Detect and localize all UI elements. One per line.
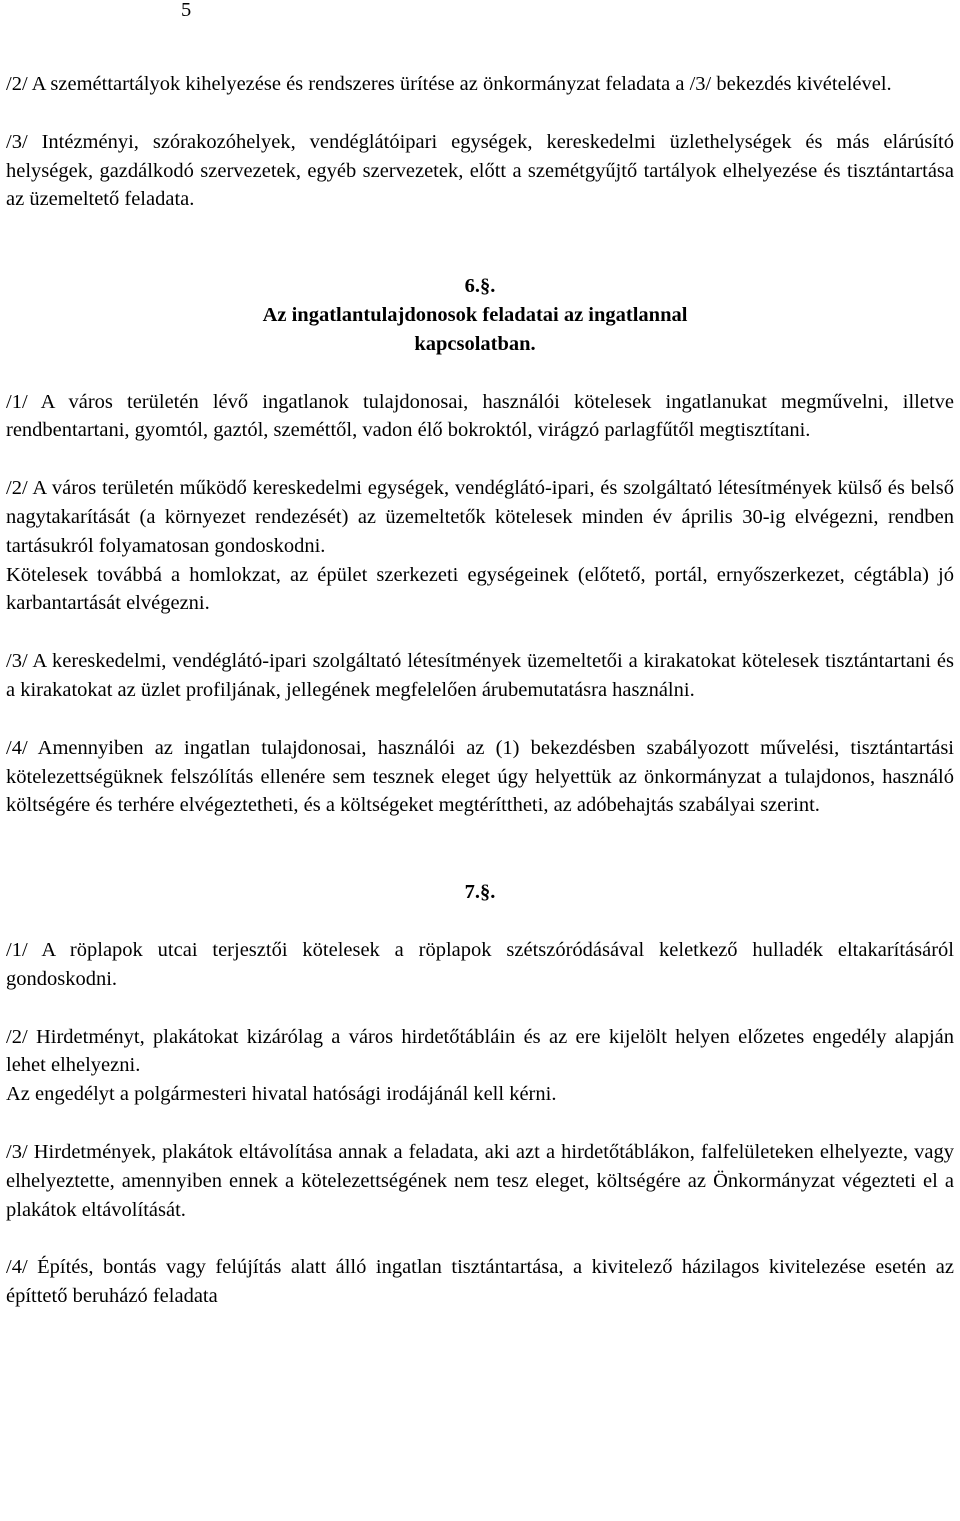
paragraph: /4/ Amennyiben az ingatlan tulajdonosai, használói az (1) bekezdésben szabályozott művelési, tisztántartási kötelezettségüknek felszólítás ellenére sem tesznek eleget úgy helyettük az önkormányzat a tulajdonos, használó költségére és terhére elvégeztetheti, és a költségeket megtéríttheti, az adóbehajtás szabályai szerint. — [6, 736, 954, 817]
section-title: Az ingatlantulajdonosok feladatai az ingatlannal kapcsolatban. — [262, 303, 688, 355]
paragraph: /3/ A kereskedelmi, vendéglátó-ipari szolgáltató létesítmények üzemeltetői a kirakatokat kötelesek tisztántartani és a kirakatokat az üzlet profiljának, jellegének megfelelően árubemutatásra használni. — [6, 650, 954, 701]
paragraph: /3/ Hirdetmények, plakátok eltávolítása annak a feladata, aki azt a hirdetőtáblákon, falfelületeken elhelyezte, vagy elhelyeztette, amennyiben ennek a kötelezettségének nem tesz eleget, költségére az Önkormányzat végezteti el a plakátok eltávolítását. — [6, 1140, 954, 1221]
paragraph: /3/ Intézményi, szórakozóhelyek, vendéglátóipari egységek, kereskedelmi üzlethelységek és más elárúsító helységek, gazdálkodó szervezetek, egyéb szervezetek, előtt a szemétgyűjtő tartályok elhelyezése és tisztántartása az üzemeltető feladata. — [6, 130, 954, 211]
document-body — [6, 70, 954, 1311]
paragraph: Kötelesek továbbá a homlokzat, az épület szerkezeti egységeinek (előtető, portál, ernyőszerkezet, cégtábla) jó karbantartását elvégezni. — [6, 563, 954, 615]
paragraph: Az engedélyt a polgármesteri hivatal hatósági irodájánál kell kérni. — [6, 1083, 557, 1106]
paragraph: /2/ A szeméttartályok kihelyezése és rendszeres ürítése az önkormányzat feladata a /3/ bekezdés kivételével. — [6, 73, 892, 95]
section-number: 6.§. — [464, 275, 496, 298]
paragraph: /1/ A város területén lévő ingatlanok tulajdonosai, használói kötelesek ingatlanukat megművelni, illetve rendbentartani, gyomtól, gaztól, szeméttől, vadon élő bokroktól, virágzó parlagfűtől megtisztítani. — [6, 390, 954, 442]
paragraph: /1/ A röplapok utcai terjesztői kötelesek a röplapok szétszóródásával keletkező hulladék eltakarításáról gondoskodni. — [6, 938, 954, 990]
section-number: 7.§. — [464, 881, 496, 904]
paragraph: /4/ Építés, bontás vagy felújítás alatt álló ingatlan tisztántartása, a kivitelező házilagos kivitelezése esetén az építtető beruházó feladata — [6, 1256, 954, 1308]
paragraph: /2/ A város területén működő kereskedelmi egységek, vendéglátó-ipari, és szolgáltató létesítmények külső és belső nagytakarítását (a környezet rendezését) az üzemeltetők kötelesek minden év április 30-ig elvégezni, rendben tartásukról folyamatosan gondoskodni. — [6, 477, 954, 557]
paragraph: /2/ Hirdetményt, plakátokat kizárólag a város hirdetőtábláin és az ere kijelölt helyen előzetes engedély alapján lehet elhelyezni. — [6, 1025, 954, 1077]
page-number: 5 — [181, 0, 192, 21]
